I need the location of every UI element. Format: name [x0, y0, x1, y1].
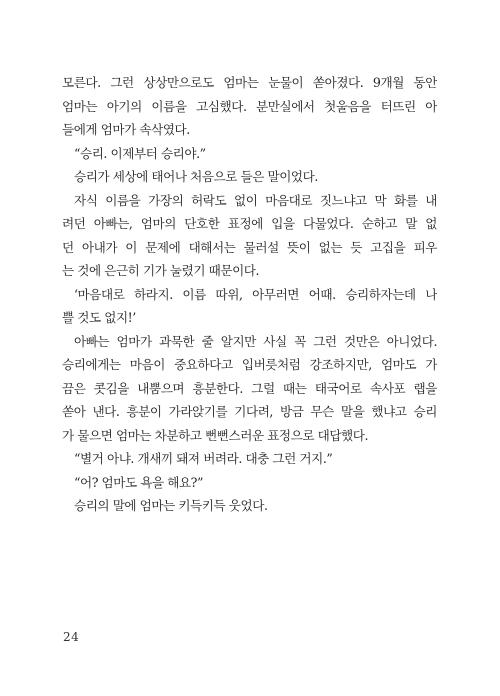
text-line: 가 물으면 엄마는 차분하고 뻔뻔스러운 표정으로 대답했다.: [62, 427, 369, 443]
page-number: 24: [63, 630, 80, 644]
text-line: 승리가 세상에 태어나 처음으로 들은 말이었다.: [74, 169, 318, 184]
text-line: 승리에게는 마음이 중요하다고 입버릇처럼 강조하지만, 엄마도 가: [62, 357, 437, 372]
text-line: “승리. 이제부터 승리야.”: [74, 145, 206, 161]
text-line: 쏟아 낸다. 흥분이 가라앉기를 기다려, 방금 무슨 말을 했냐고 승리: [62, 404, 437, 419]
text-line: 엄마는 아기의 이름을 고심했다. 분만실에서 첫울음을 터뜨린 아: [62, 98, 437, 114]
text-line: 아빠는 엄마가 과묵한 줄 알지만 사실 꼭 그런 것만은 아니었다.: [74, 333, 437, 349]
text-line: 들에게 엄마가 속삭였다.: [62, 122, 190, 137]
text-line: 자식 이름을 가장의 허락도 없이 마음대로 짓느냐고 막 화를 내: [74, 192, 437, 208]
text-line: ‘마음대로 하라지. 이름 따위, 아무러면 어때. 승리하자는데 나: [74, 286, 437, 302]
text-line: 는 것에 은근히 기가 눌렸기 때문이다.: [62, 263, 260, 278]
body-text: [62, 71, 437, 518]
text-line: 쁠 것도 없지!’: [62, 310, 136, 325]
text-line: “어? 엄마도 욕을 해요?”: [74, 474, 203, 490]
text-line: “별거 아냐. 개새끼 돼져 버려라. 대충 그런 거지.”: [74, 451, 333, 466]
text-line: 승리의 말에 엄마는 키득키득 웃었다.: [74, 498, 268, 513]
text-line: 던 아내가 이 문제에 대해서는 물러설 뜻이 없는 듯 고집을 피우: [62, 239, 437, 255]
text-line: 끔은 콧김을 내뿜으며 흥분한다. 그럴 때는 태국어로 속사포 랩을: [62, 380, 437, 396]
text-line: 려던 아빠는, 엄마의 단호한 표정에 입을 다물었다. 순하고 말 없: [62, 216, 437, 231]
text-line: 모른다. 그런 상상만으로도 엄마는 눈물이 쏟아졌다. 9개월 동안: [62, 75, 437, 90]
